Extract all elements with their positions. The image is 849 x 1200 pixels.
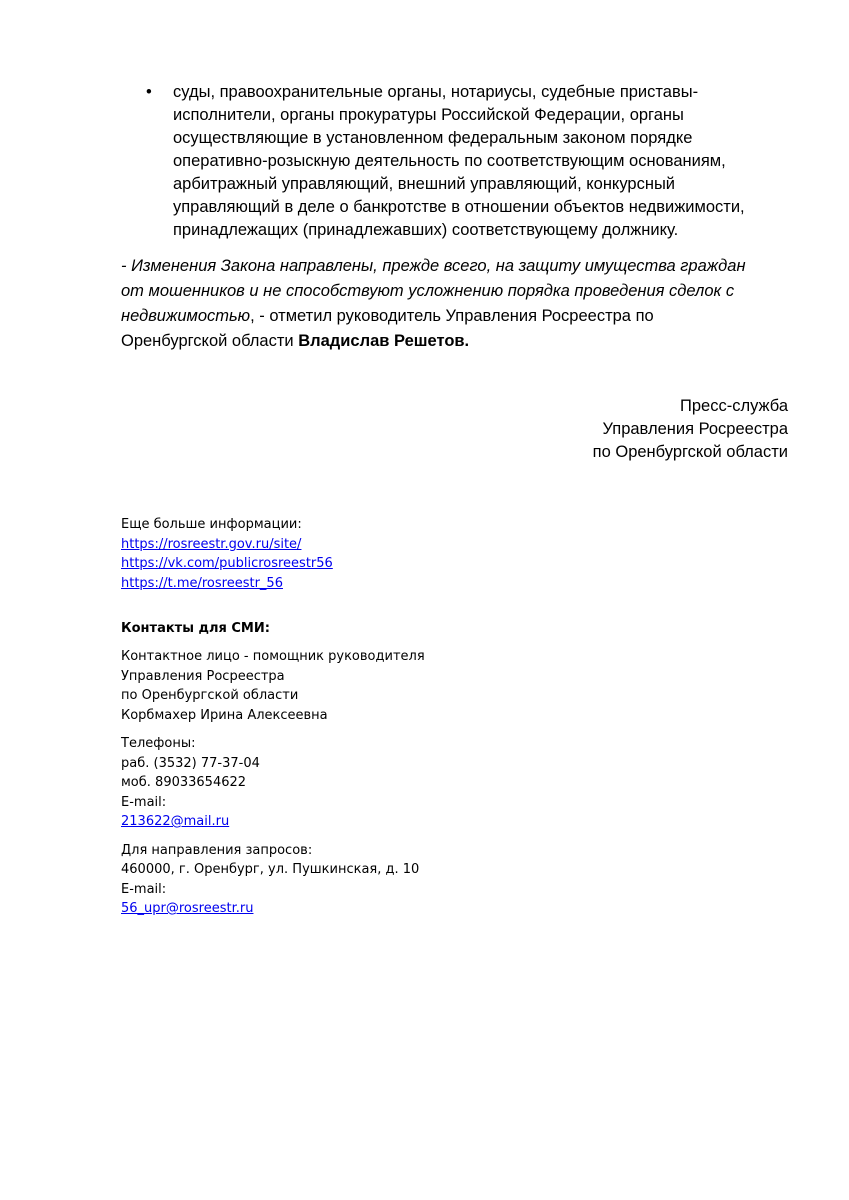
contact-line: Корбмахер Ирина Алексеевна [121,707,328,723]
bullet-item-text [173,81,806,242]
press-line: Пресс-служба [680,397,788,415]
speaker-name: Владислав Решетов. [298,332,470,350]
bullet-line: суды, правоохранительные органы, нотариусы, судебные приставы- [173,83,699,101]
postal-address: 460000, г. Оренбург, ул. Пушкинская, д. 10 [121,862,420,877]
quote-line [121,304,821,329]
bullet-line: принадлежащих (принадлежавших) соответствующему должнику. [173,221,679,239]
more-info-section [121,515,333,593]
quote-plain-fragment: Оренбургской области [121,332,299,350]
quote-paragraph [121,254,821,354]
phones-group [121,734,425,832]
bullet-list [146,81,806,242]
rosreestr-site-link[interactable]: https://rosreestr.gov.ru/site/ [121,536,302,552]
mobile-phone: моб. 89033654622 [121,775,247,790]
bullet-line: осуществляющие в установленном федеральным законом порядке [173,129,693,147]
requests-heading: Для направления запросов: [121,842,313,858]
requests-group [121,841,425,919]
phones-heading: Телефоны: [121,736,196,751]
quote-italic-fragment: недвижимостью [121,307,251,325]
bullet-line: арбитражный управляющий, внешний управляющий, конкурсный [173,175,676,193]
quote-line [121,329,821,354]
more-info-heading: Еще больше информации: [121,517,302,532]
press-line: Управления Росреестра [602,420,788,438]
telegram-link[interactable]: https://t.me/rosreestr_56 [121,575,283,591]
vk-link[interactable]: https://vk.com/publicrosreestr56 [121,556,333,571]
bullet-line: оперативно-розыскную деятельность по соответствующим основаниям, [173,152,726,170]
press-line: по Оренбургской области [592,443,788,461]
email-line [121,793,425,832]
quote-line: - Изменения Закона направлены, прежде всего, на защиту имущества граждан [121,257,746,275]
contacts-title: Контакты для СМИ: [121,621,270,636]
requests-email-link[interactable]: 56_upr@rosreestr.ru [121,901,254,916]
press-service-signature [593,395,788,464]
quote-line: от мошенников и не способствуют усложнению порядка проведения сделок с [121,282,735,300]
contact-line: Управления Росреестра [121,668,285,684]
email-link[interactable]: 213622@mail.ru [121,814,230,829]
bullet-line: исполнители, органы прокуратуры Российской Федерации, органы [173,106,684,124]
requests-email-label: E-mail: [121,881,167,897]
contacts-section [121,647,425,928]
work-phone: раб. (3532) 77-37-04 [121,755,260,771]
bullet-marker: • [146,83,152,101]
contact-line: по Оренбургской области [121,688,299,703]
requests-email-line [121,880,425,919]
email-label: E-mail: [121,794,167,810]
contact-person-group [121,647,425,725]
contact-line: Контактное лицо - помощник руководителя [121,649,425,664]
bullet-line: управляющий в деле о банкротстве в отношении объектов недвижимости, [173,198,745,216]
quote-plain-fragment: , - отметил руководитель Управления Росреестра по [250,307,654,325]
